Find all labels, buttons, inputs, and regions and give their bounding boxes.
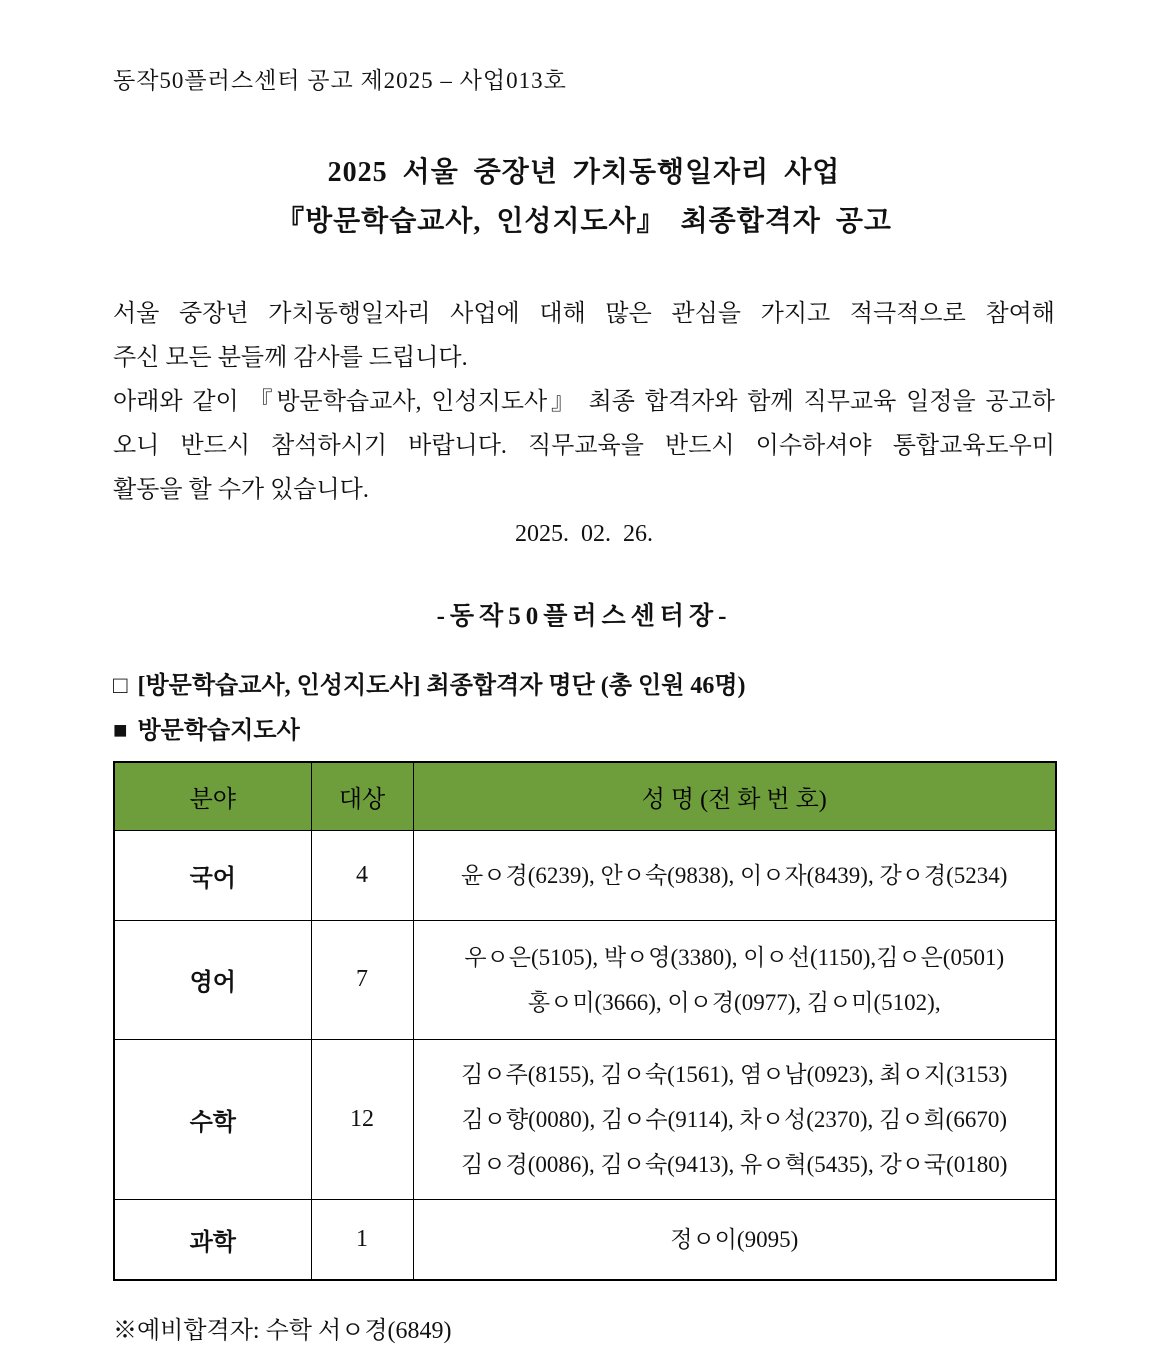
table-row — [114, 920, 1056, 1039]
name-line: 김ㅇ경(0086), 김ㅇ숙(9413), 유ㅇ혁(5435), 강ㅇ국(0180) — [461, 1151, 1008, 1177]
names-cell — [413, 1039, 1056, 1199]
empty-square-bullet-icon: □ — [113, 673, 128, 699]
reserve-candidate-note: ※예비합격자: 수학 서ㅇ경(6849) — [113, 1318, 452, 1344]
name-line: 김ㅇ주(8155), 김ㅇ숙(1561), 염ㅇ남(0923), 최ㅇ지(3153) — [461, 1061, 1008, 1087]
table-row — [114, 830, 1056, 920]
filled-square-bullet-icon: ■ — [113, 718, 128, 744]
body-text — [113, 292, 1055, 556]
name-line: 홍ㅇ미(3666), 이ㅇ경(0977), 김ㅇ미(5102), — [527, 989, 941, 1015]
header-field: 분야 — [114, 762, 311, 830]
table-header-row — [114, 762, 1056, 830]
sub-heading-label: 방문학습지도사 — [137, 718, 300, 744]
body-line: 오니 반드시 참석하시기 바랍니다. 직무교육을 반드시 이수하셔야 통합교육도우미 — [113, 433, 1055, 459]
header-names: 성 명 (전 화 번 호) — [413, 762, 1056, 830]
subject-cell: 수학 — [114, 1039, 311, 1199]
body-line: 서울 중장년 가치동행일자리 사업에 대해 많은 관심을 가지고 적극적으로 참여해 — [113, 301, 1055, 327]
title-line-2: 『방문학습교사, 인성지도사』 최종합격자 공고 — [276, 206, 892, 237]
list-heading — [113, 670, 1055, 702]
document-number: 동작50플러스센터 공고 제2025 – 사업013호 — [113, 68, 567, 93]
list-heading-label: [방문학습교사, 인성지도사] 최종합격자 명단 (총 인원 46명) — [137, 673, 746, 699]
table-row — [114, 1039, 1056, 1199]
subject-cell: 국어 — [114, 830, 311, 920]
header-count: 대상 — [311, 762, 413, 830]
name-line: 우ㅇ은(5105), 박ㅇ영(3380), 이ㅇ선(1150),김ㅇ은(0501) — [464, 944, 1005, 970]
subject-cell: 과학 — [114, 1199, 311, 1280]
body-line: 활동을 할 수가 있습니다. — [113, 477, 369, 503]
successful-applicants-table — [113, 761, 1057, 1281]
table-row — [114, 1199, 1056, 1280]
name-line: 정ㅇ이(9095) — [670, 1226, 799, 1252]
count-cell: 4 — [311, 830, 413, 920]
body-line: 주신 모든 분들께 감사를 드립니다. — [113, 345, 468, 371]
count-cell: 12 — [311, 1039, 413, 1199]
body-line: 아래와 같이 『방문학습교사, 인성지도사』 최종 합격자와 함께 직무교육 일정을 공고하 — [113, 389, 1055, 415]
sub-heading — [113, 715, 1055, 747]
name-line: 김ㅇ향(0080), 김ㅇ수(9114), 차ㅇ성(2370), 김ㅇ희(6670) — [461, 1106, 1008, 1132]
names-cell — [413, 1199, 1056, 1280]
count-cell: 1 — [311, 1199, 413, 1280]
subject-cell: 영어 — [114, 920, 311, 1039]
count-cell: 7 — [311, 920, 413, 1039]
title-line-1: 2025 서울 중장년 가치동행일자리 사업 — [327, 157, 841, 188]
name-line: 윤ㅇ경(6239), 안ㅇ숙(9838), 이ㅇ자(8439), 강ㅇ경(5234) — [461, 862, 1008, 888]
document-title — [113, 148, 1055, 246]
names-cell — [413, 920, 1056, 1039]
signature: -동작50플러스센터장- — [436, 603, 732, 630]
announcement-date: 2025. 02. 26. — [515, 521, 653, 547]
names-cell — [413, 830, 1056, 920]
